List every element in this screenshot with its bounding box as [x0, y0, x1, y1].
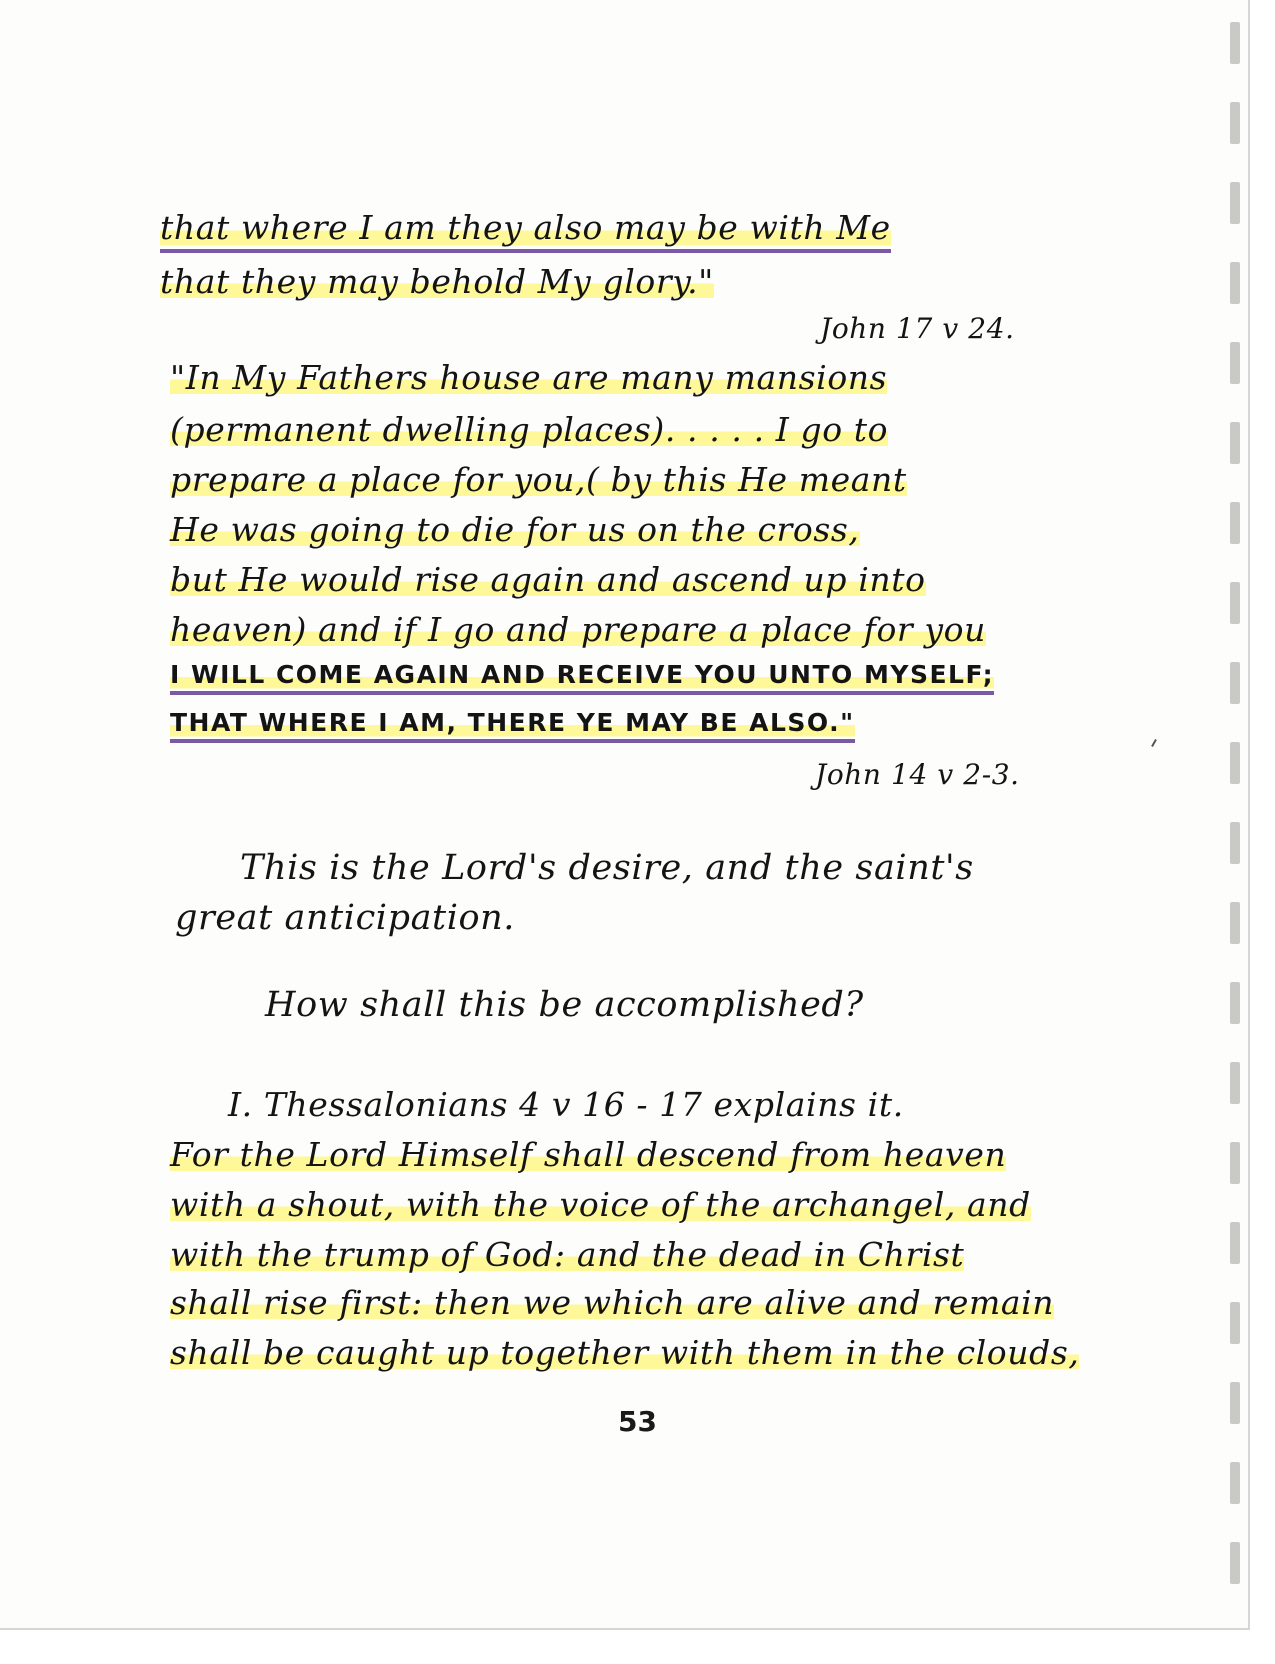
paragraph-line-2: great anticipation. — [175, 898, 516, 938]
binding-hole — [1230, 822, 1240, 864]
binding-hole — [1230, 102, 1240, 144]
binding-hole — [1230, 182, 1240, 224]
reference-intro-line: I. Thessalonians 4 v 16 - 17 explains it. — [228, 1085, 904, 1124]
paragraph-line-1: This is the Lord's desire, and the saint's — [240, 848, 974, 888]
binding-hole — [1230, 1462, 1240, 1504]
pen-mark — [1151, 739, 1157, 747]
binding-hole — [1230, 262, 1240, 304]
binding-hole — [1230, 1542, 1240, 1584]
text-line-6: He was going to die for us on the cross, — [170, 510, 860, 549]
text-line-12: with a shout, with the voice of the archangel, and — [170, 1185, 1031, 1224]
text-line-14: shall rise first: then we which are alive and remain — [170, 1283, 1055, 1322]
binding-hole — [1230, 662, 1240, 704]
binding-hole — [1230, 742, 1240, 784]
text-line-9: I WILL COME AGAIN AND RECEIVE YOU UNTO MYSELF; — [170, 660, 994, 695]
text-line-8: heaven) and if I go and prepare a place for you — [170, 610, 986, 649]
binding-hole — [1230, 902, 1240, 944]
question-line: How shall this be accomplished? — [265, 985, 864, 1025]
text-line-11: For the Lord Himself shall descend from heaven — [170, 1135, 1007, 1174]
binding-hole — [1230, 342, 1240, 384]
text-line-5: prepare a place for you,( by this He meant — [170, 460, 907, 499]
text-line-13: with the trump of God: and the dead in Christ — [170, 1235, 965, 1274]
page-number: 53 — [618, 1405, 657, 1438]
binding-hole — [1230, 1062, 1240, 1104]
text-line-1: that where I am they also may be with Me — [160, 208, 891, 253]
binding-holes — [1228, 0, 1248, 1628]
text-line-15: shall be caught up together with them in the clouds, — [170, 1333, 1080, 1372]
text-line-7: but He would rise again and ascend up into — [170, 560, 926, 599]
scripture-reference: John 17 v 24. — [820, 312, 1015, 345]
binding-hole — [1230, 1142, 1240, 1184]
binding-hole — [1230, 22, 1240, 64]
binding-hole — [1230, 1382, 1240, 1424]
binding-hole — [1230, 1302, 1240, 1344]
binding-hole — [1230, 502, 1240, 544]
binding-hole — [1230, 582, 1240, 624]
binding-hole — [1230, 982, 1240, 1024]
text-line-2: that they may behold My glory." — [160, 262, 714, 301]
text-line-4: (permanent dwelling places). . . . . I go to — [170, 410, 889, 449]
text-line-10: THAT WHERE I AM, THERE YE MAY BE ALSO." — [170, 708, 855, 743]
text-line-3: "In My Fathers house are many mansions — [170, 358, 888, 397]
binding-hole — [1230, 1222, 1240, 1264]
binding-hole — [1230, 422, 1240, 464]
scripture-reference: John 14 v 2-3. — [815, 758, 1020, 791]
